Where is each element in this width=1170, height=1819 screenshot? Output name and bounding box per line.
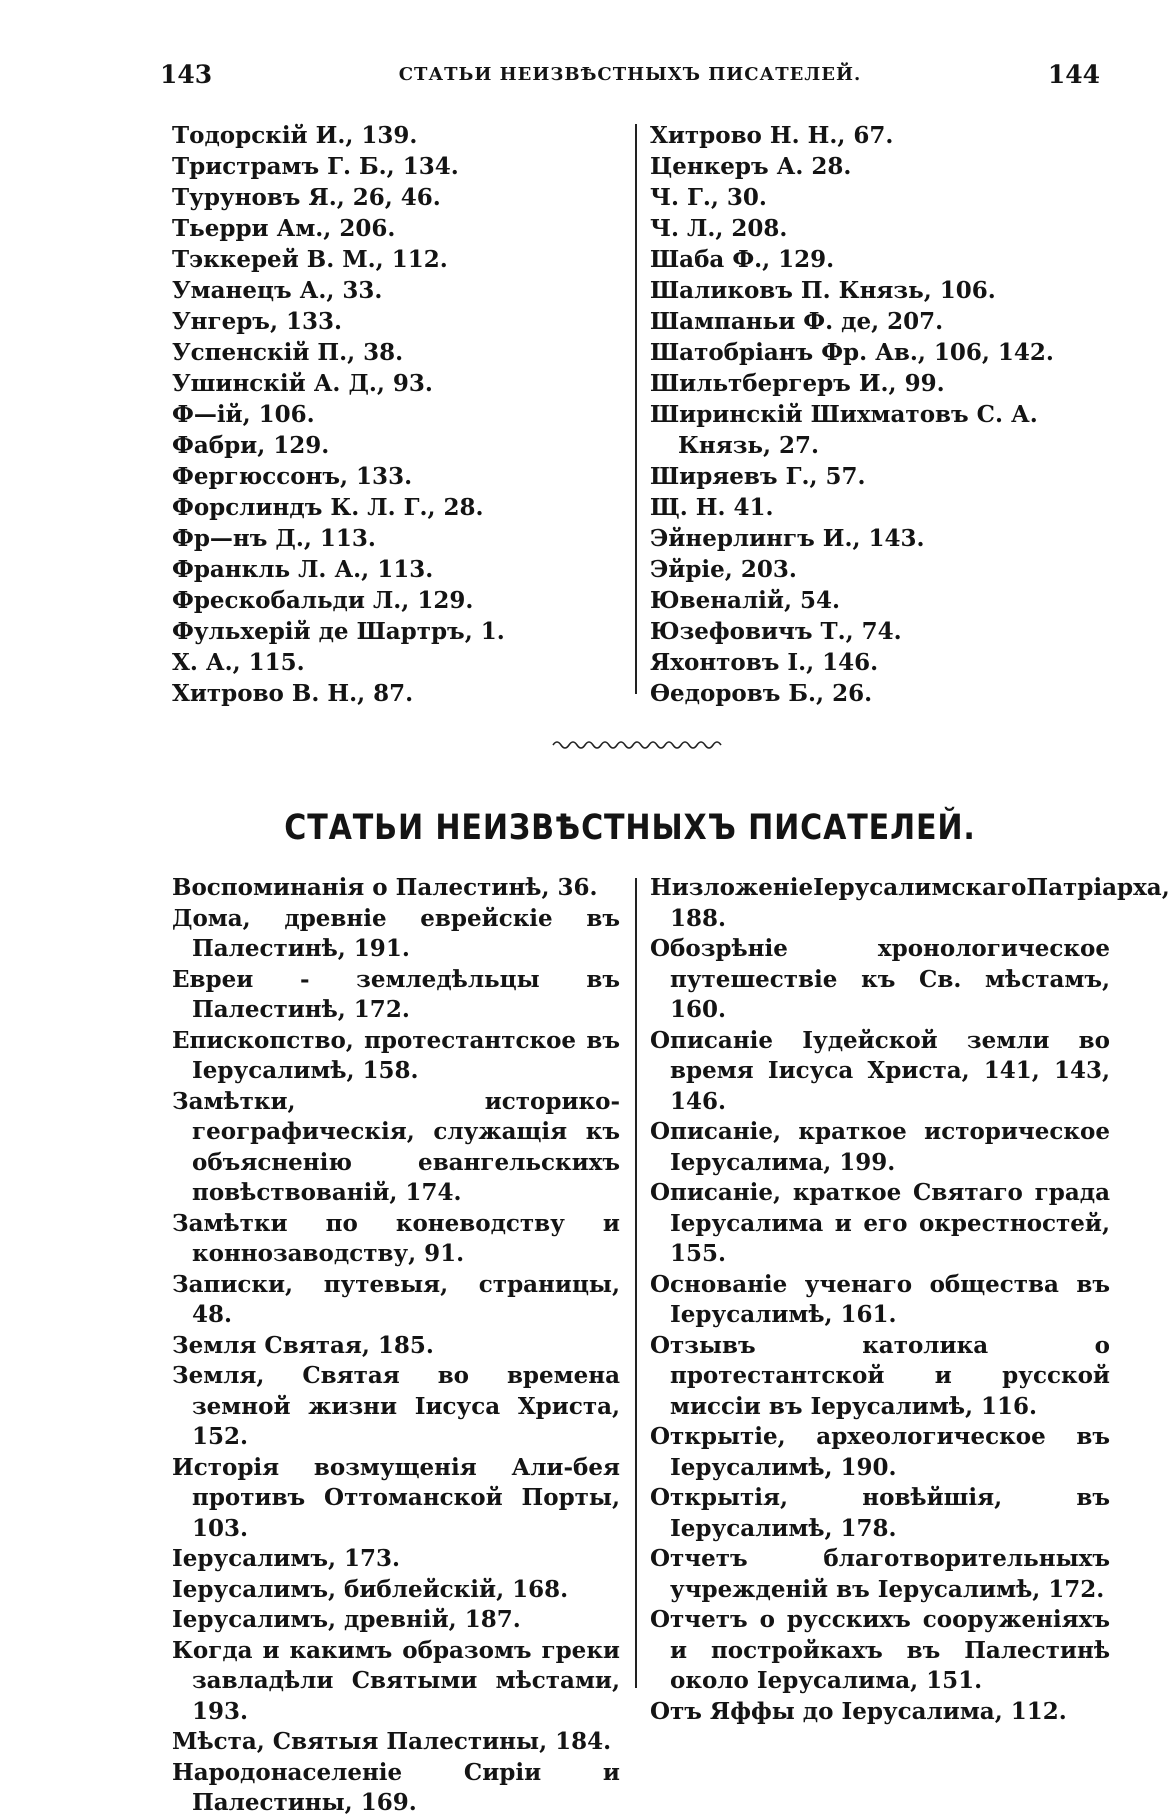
- authors-column-left: [172, 120, 632, 709]
- article-entry: Отчетъ о русскихъ сооруженіяхъ и постройкахъ въ Палестинѣ около Іерусалима, 151.: [650, 1606, 1110, 1694]
- author-entry: Фр—нъ Д., 113.: [172, 525, 376, 552]
- article-entry: Евреи - земледѣльцы въ Палестинѣ, 172.: [172, 965, 620, 1023]
- author-entry: Фульхерій де Шартръ, 1.: [172, 618, 505, 645]
- article-entry: Дома, древніе еврейскіе въ Палестинѣ, 191.: [172, 904, 620, 962]
- author-entry: Ценкеръ А. 28.: [650, 153, 852, 180]
- article-entry: Народонаселеніе Сиріи и Палестины, 169.: [172, 1758, 620, 1816]
- author-entry: Форслиндъ К. Л. Г., 28.: [172, 494, 484, 521]
- author-entry: Фрескобальди Л., 129.: [172, 587, 474, 614]
- page-header: [160, 60, 1100, 94]
- article-entry: Епископство, протестантское въ Іерусалимѣ, 158.: [172, 1026, 620, 1084]
- article-entry: Описаніе, краткое историческое Іерусалима, 199.: [650, 1118, 1110, 1176]
- page-number-right: 144: [1047, 60, 1100, 89]
- running-title: СТАТЬИ НЕИЗВѢСТНЫХЪ ПИСАТЕЛЕЙ.: [398, 64, 862, 85]
- article-entry: Мѣста, Святыя Палестины, 184.: [172, 1728, 612, 1755]
- author-entry: Ювеналій, 54.: [650, 587, 840, 614]
- article-entry: Земля Святая, 185.: [172, 1331, 434, 1359]
- article-entry: Исторія возмущенія Али-бея противъ Оттоманской Порты, 103.: [172, 1453, 620, 1542]
- author-entry: Фабри, 129.: [172, 432, 330, 459]
- wavy-separator: [553, 738, 725, 752]
- author-entry: Уманецъ А., 33.: [172, 277, 383, 304]
- author-entry: Тодорскій И., 139.: [172, 122, 418, 149]
- article-entry: Замѣтки по коневодству и коннозаводству, 91.: [172, 1209, 620, 1267]
- article-entry: Іерусалимъ, библейскій, 168.: [172, 1575, 569, 1603]
- section-title: СТАТЬИ НЕИЗВѢСТНЫХЪ ПИСАТЕЛЕЙ.: [284, 808, 976, 848]
- article-entry: Іерусалимъ, 173.: [172, 1545, 401, 1572]
- articles-column-left: [172, 873, 620, 1819]
- article-entry: Основаніе ученаго общества въ Іерусалимѣ, 161.: [650, 1270, 1110, 1328]
- article-entry: Открытіе, археологическое въ Іерусалимѣ, 190.: [650, 1423, 1110, 1481]
- article-entry: Воспоминанія о Палестинѣ, 36.: [172, 874, 598, 901]
- articles-column-right: [650, 873, 1170, 1727]
- author-entry: Шампаньи Ф. де, 207.: [650, 308, 944, 335]
- article-entry: Открытія, новѣйшія, въ Іерусалимѣ, 178.: [650, 1484, 1110, 1542]
- article-entry: НизложеніеІерусалимскагоПатріарха, 188.: [650, 874, 1170, 932]
- author-entry: Ушинскій А. Д., 93.: [172, 370, 433, 397]
- author-entry: Щ. Н. 41.: [650, 494, 774, 521]
- article-entry: Обозрѣніе хронологическое путешествіе къ Св. мѣстамъ, 160.: [650, 935, 1110, 1023]
- author-entry: Х. А., 115.: [172, 649, 305, 676]
- author-entry: Ширяевъ Г., 57.: [650, 463, 866, 490]
- article-entry: Когда и какимъ образомъ греки завладѣли Святыми мѣстами, 193.: [172, 1636, 620, 1725]
- author-entry: Хитрово Н. Н., 67.: [650, 122, 894, 149]
- article-entry: Іерусалимъ, древній, 187.: [172, 1606, 521, 1633]
- article-entry: Записки, путевыя, страницы, 48.: [172, 1270, 620, 1328]
- author-entry: Эйріе, 203.: [650, 556, 797, 583]
- authors-column-right: [650, 120, 1120, 709]
- author-entry: Тьерри Ам., 206.: [172, 215, 396, 242]
- column-divider-bottom: [635, 878, 637, 1688]
- author-entry: Ч. Л., 208.: [650, 215, 788, 242]
- author-entry: Хитрово В. Н., 87.: [172, 680, 414, 707]
- author-entry: Фергюссонъ, 133.: [172, 463, 413, 490]
- author-entry: Ф—ій, 106.: [172, 401, 315, 428]
- article-entry: Отзывъ католика о протестантской и русской миссіи въ Іерусалимѣ, 116.: [650, 1331, 1110, 1420]
- article-entry: Описаніе Іудейской земли во время Іисуса Христа, 141, 143, 146.: [650, 1026, 1110, 1115]
- author-entry: Ч. Г., 30.: [650, 184, 767, 211]
- author-entry: Франкль Л. А., 113.: [172, 556, 434, 583]
- article-entry: Замѣтки, историко-географическія, служащія къ объясненію евангельскихъ повѣствованій, 174.: [172, 1087, 620, 1206]
- article-entry: Описаніе, краткое Святаго града Іерусалима и его окрестностей, 155.: [650, 1179, 1110, 1267]
- author-entry: Шатобріанъ Фр. Ав., 106, 142.: [650, 339, 1054, 366]
- author-entry: Туруновъ Я., 26, 46.: [172, 184, 441, 211]
- page-number-left: 143: [160, 60, 213, 89]
- author-entry: Эйнерлингъ И., 143.: [650, 525, 925, 552]
- author-entry: Тэккерей В. М., 112.: [172, 246, 448, 273]
- author-entry: Юзефовичъ Т., 74.: [650, 618, 902, 645]
- author-entry: Яхонтовъ І., 146.: [650, 649, 879, 676]
- author-entry: Унгеръ, 133.: [172, 308, 342, 335]
- author-entry: Ширинскій Шихматовъ С. А. Князь, 27.: [650, 401, 1038, 459]
- article-entry: Отъ Яффы до Іерусалима, 112.: [650, 1697, 1067, 1725]
- author-entry: Тристрамъ Г. Б., 134.: [172, 153, 459, 180]
- author-entry: Шильтбергеръ И., 99.: [650, 370, 945, 397]
- author-entry: Шаба Ф., 129.: [650, 246, 835, 273]
- article-entry: Земля, Святая во времена земной жизни Іисуса Христа, 152.: [172, 1362, 620, 1450]
- author-entry: Успенскій П., 38.: [172, 339, 404, 366]
- author-entry: Өедоровъ Б., 26.: [650, 680, 873, 707]
- column-divider-top: [635, 124, 637, 694]
- article-entry: Отчетъ благотворительныхъ учрежденій въ Іерусалимѣ, 172.: [650, 1545, 1110, 1603]
- author-entry: Шаликовъ П. Князь, 106.: [650, 277, 996, 304]
